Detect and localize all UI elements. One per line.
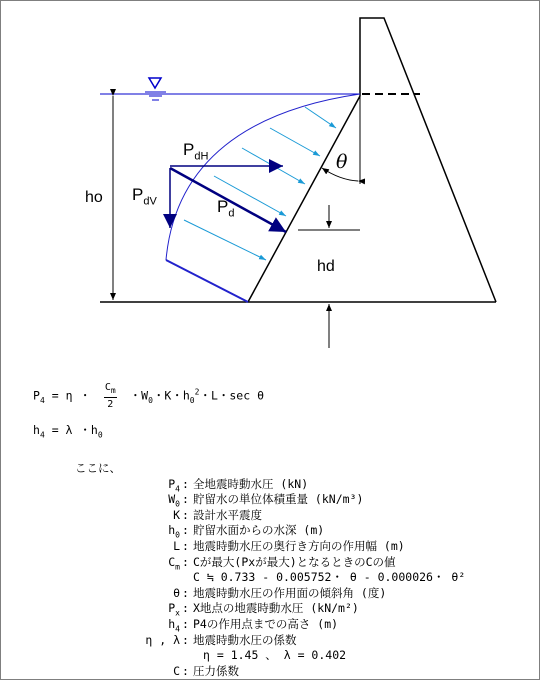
pd-label: $P_d$ (217, 197, 235, 220)
pressure-base-line (166, 260, 248, 302)
legend-item: L : 地震時動水圧の奥行き方向の作用幅 (m) (173, 538, 405, 553)
legend-item: η , λ : 地震時動水圧の係数 (145, 632, 297, 647)
legend-item: $W_0$ : 貯留水の単位体積重量 (kN/m³) (168, 492, 364, 509)
legend-item: $h_0$ : 貯留水面からの水深 (m) (168, 523, 325, 540)
h4-formula: $h_4 = \lambda$ ・$h_0$ (33, 423, 103, 440)
dam-body (248, 18, 496, 302)
legend-intro: ここに、 (75, 461, 121, 475)
legend-item: θ : 地震時動水圧の作用面の傾斜角 (度) (173, 585, 387, 600)
legend-item: $C_m$ : Cが最大(Pxが最大)となるときのCの値 (168, 554, 396, 571)
pdv-label: $P_{dV}$ (132, 185, 157, 208)
eta-lambda-values: η = 1.45 、 λ = 0.402 (203, 648, 347, 663)
cm-over-2-fraction: $\frac{C_m}{2}$ (104, 382, 116, 410)
hd-label: hd (317, 258, 335, 275)
theta-label: θ (336, 151, 348, 173)
pressure-distribution-curve (166, 94, 360, 260)
legend-item: K : 設計水平震度 (173, 507, 262, 522)
legend-item: $h_4$ : P4の作用点までの高さ (m) (168, 616, 339, 634)
legend-item: $P_4$ : 全地震時動水圧 (kN) (168, 476, 309, 493)
legend-item: C : 圧力係数 (173, 663, 239, 678)
water-surface-triangle-icon (145, 78, 166, 100)
symbol-legend (75, 461, 466, 679)
legend-item: $P_x$ : X地点の地震時動水圧 (kN/m²) (168, 601, 359, 618)
cm-formula: C ≒ 0.733 - 0.005752・ θ - 0.000026・ θ² (193, 570, 466, 585)
ho-label: ho (85, 189, 103, 206)
p4-formula: $P_4 = \eta$ ・ $\frac{C_m}{2}$ ・$W_0$・K・$h_0^2$・L・sec θ (33, 382, 264, 410)
pdh-label: $P_{dH}$ (183, 140, 209, 163)
